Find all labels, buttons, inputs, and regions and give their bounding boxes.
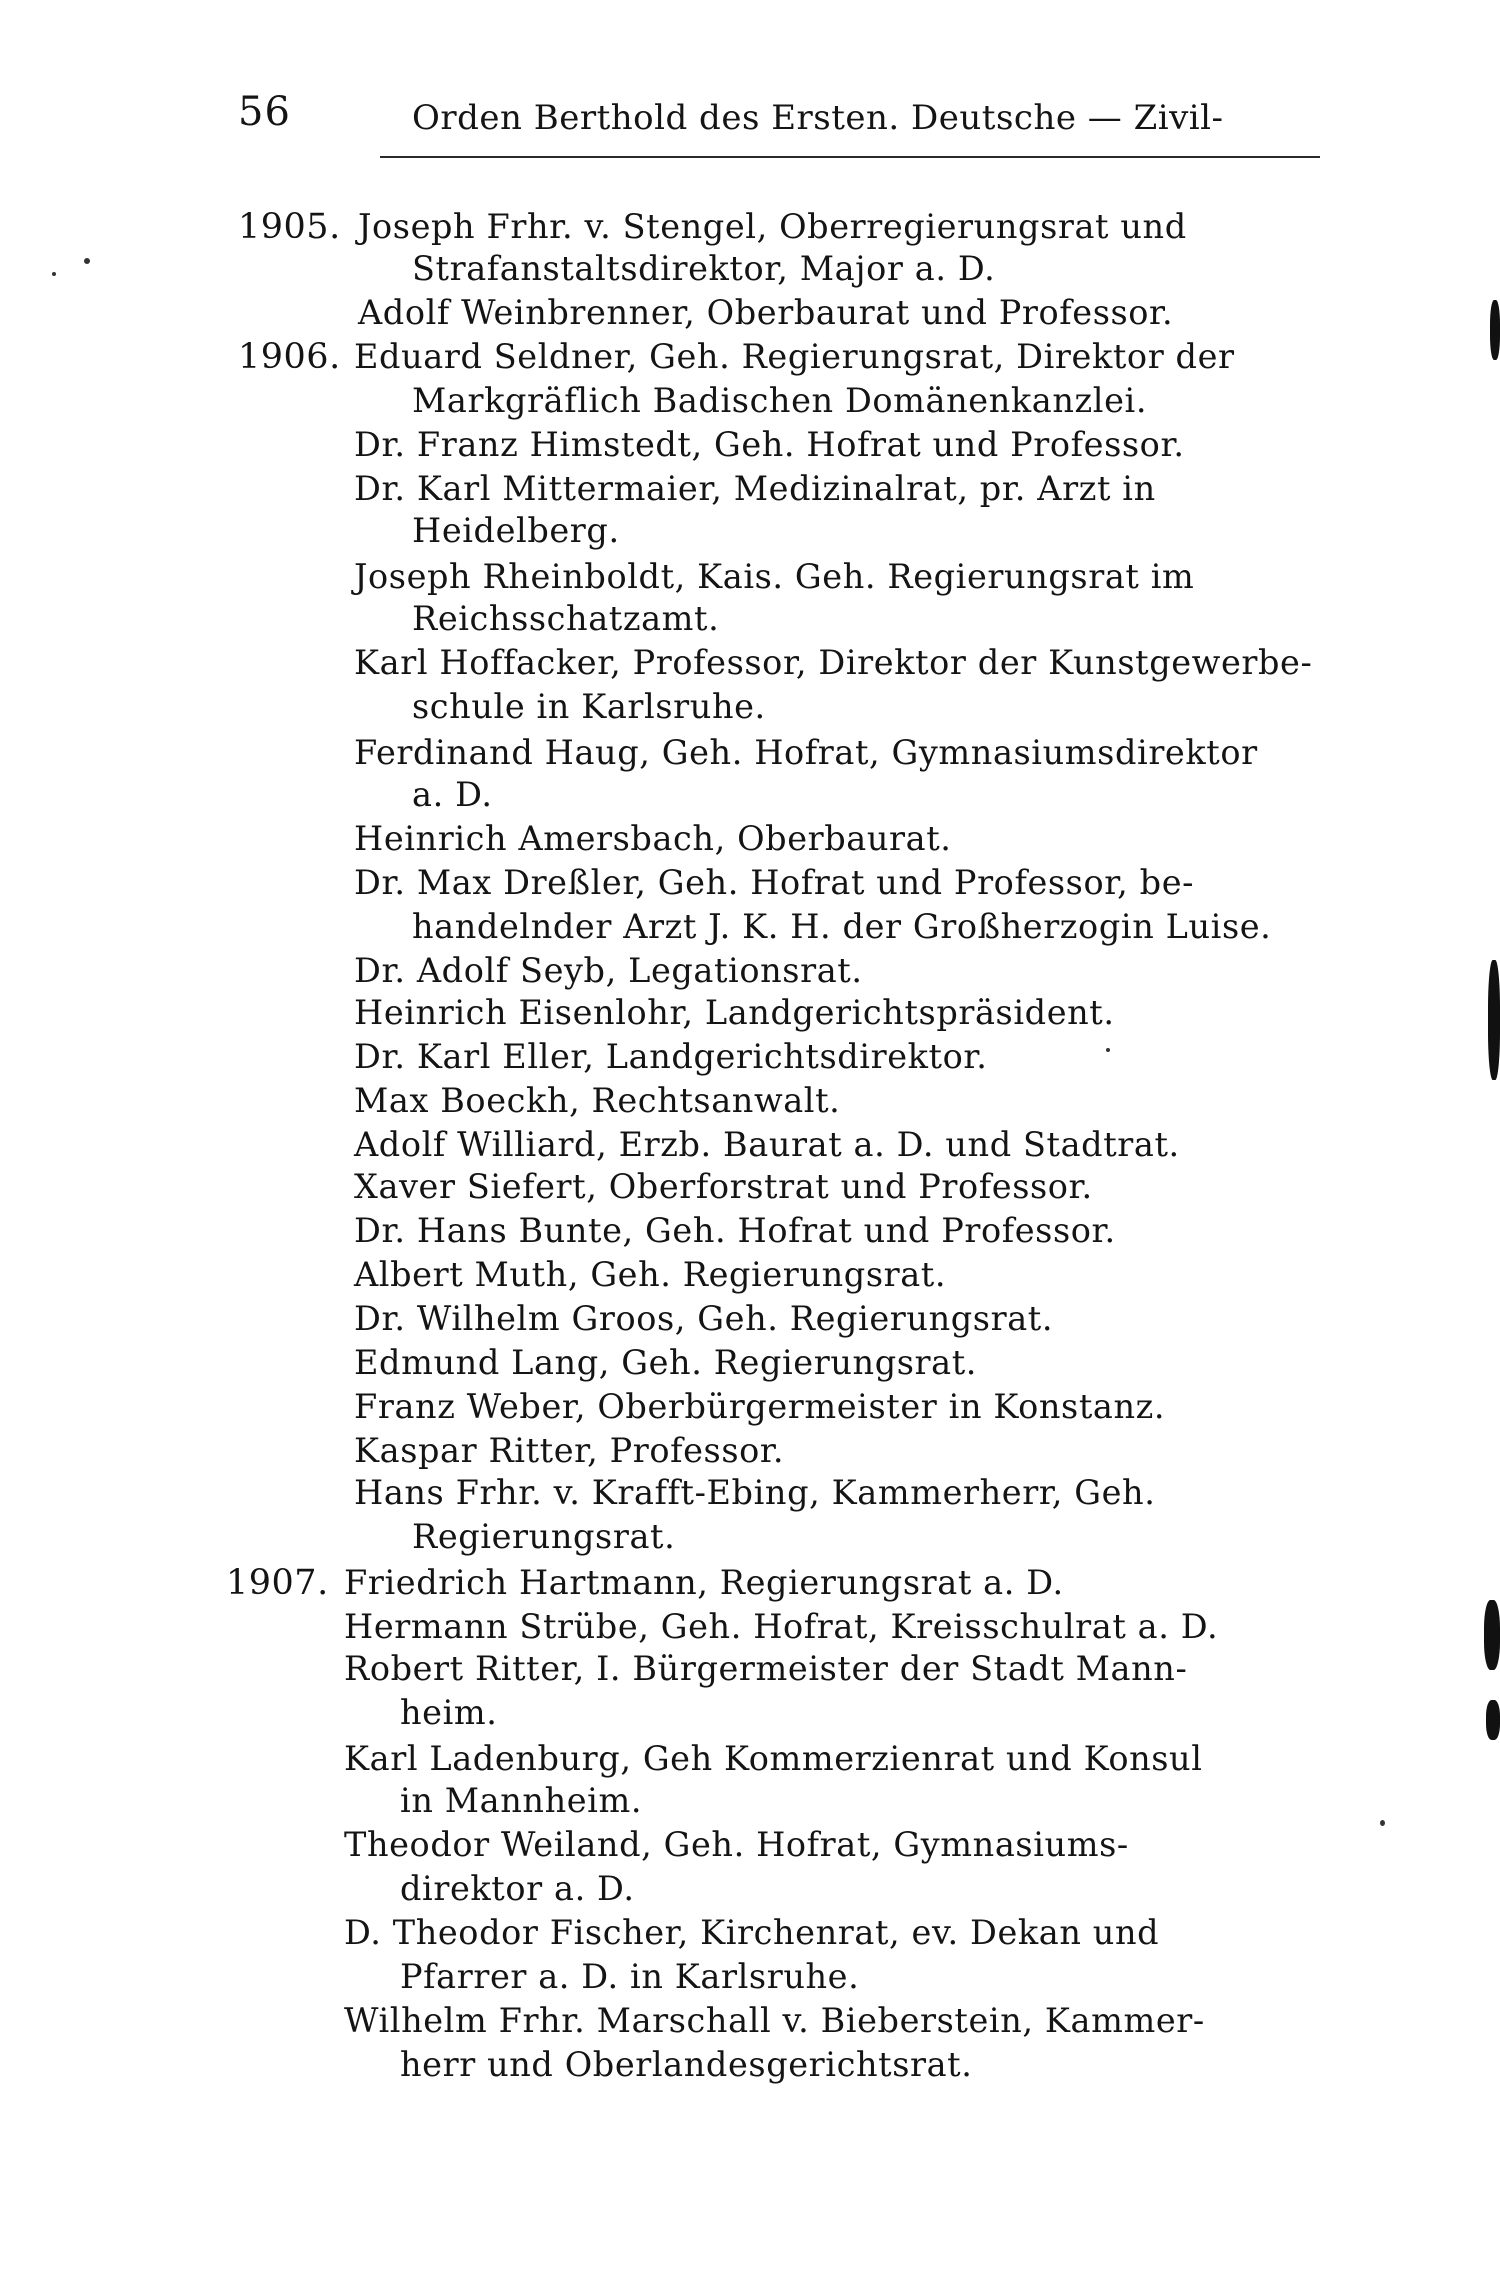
entry-line: Franz Weber, Oberbürgermeister in Konstanz. — [354, 1387, 1166, 1426]
running-head: Orden Berthold des Ersten. Deutsche — Zivil- — [412, 98, 1224, 138]
entry-line: Dr. Max Dreßler, Geh. Hofrat und Professor, be- — [354, 863, 1195, 902]
margin-speck — [1380, 1820, 1385, 1826]
entry-line: Joseph Frhr. v. Stengel, Oberregierungsrat und — [358, 207, 1187, 246]
entry-line: Markgräflich Badischen Domänenkanzlei. — [412, 381, 1148, 420]
entry-line: schule in Karlsruhe. — [412, 687, 766, 726]
year-label: 1905. — [238, 207, 341, 247]
year-label: 1907. — [226, 1563, 329, 1603]
entry-line: Dr. Franz Himstedt, Geh. Hofrat und Professor. — [354, 425, 1185, 464]
entry-line: Dr. Karl Mittermaier, Medizinalrat, pr. Arzt in — [354, 469, 1156, 508]
edge-mark — [1488, 960, 1500, 1080]
entry-line: Wilhelm Frhr. Marschall v. Bieberstein, Kammer- — [344, 2001, 1205, 2040]
entry-line: Heinrich Amersbach, Oberbaurat. — [354, 819, 952, 858]
entry-line: heim. — [400, 1693, 498, 1732]
entry-line: in Mannheim. — [400, 1781, 643, 1820]
entry-line: Theodor Weiland, Geh. Hofrat, Gymnasiums- — [344, 1825, 1129, 1864]
entry-line: Adolf Williard, Erzb. Baurat a. D. und Stadtrat. — [354, 1125, 1180, 1164]
edge-mark — [1484, 1600, 1500, 1670]
entry-line: Strafanstaltsdirektor, Major a. D. — [412, 249, 996, 288]
entry-line: Heidelberg. — [412, 511, 620, 550]
entry-line: Friedrich Hartmann, Regierungsrat a. D. — [344, 1563, 1064, 1602]
margin-speck — [52, 272, 56, 276]
entry-line: Reichsschatzamt. — [412, 599, 720, 638]
entry-line: Ferdinand Haug, Geh. Hofrat, Gymnasiumsdirektor — [354, 733, 1258, 772]
entry-line: Hermann Strübe, Geh. Hofrat, Kreisschulrat a. D. — [344, 1607, 1219, 1646]
edge-mark — [1490, 300, 1500, 360]
entry-line: herr und Oberlandesgerichtsrat. — [400, 2045, 973, 2084]
entry-line: Xaver Siefert, Oberforstrat und Professor. — [354, 1167, 1093, 1206]
entry-line: Eduard Seldner, Geh. Regierungsrat, Direktor der — [354, 337, 1235, 376]
entry-line: Dr. Karl Eller, Landgerichtsdirektor. — [354, 1037, 988, 1076]
margin-speck — [1106, 1048, 1110, 1052]
entry-line: Adolf Weinbrenner, Oberbaurat und Professor. — [358, 293, 1174, 332]
page-number: 56 — [238, 89, 291, 135]
entry-line: Edmund Lang, Geh. Regierungsrat. — [354, 1343, 978, 1382]
header-rule — [380, 156, 1320, 158]
entry-line: Kaspar Ritter, Professor. — [354, 1431, 785, 1470]
entry-line: Karl Ladenburg, Geh Kommerzienrat und Konsul — [344, 1739, 1203, 1778]
edge-mark — [1486, 1700, 1500, 1740]
entry-line: direktor a. D. — [400, 1869, 635, 1908]
margin-speck — [84, 258, 90, 264]
entry-line: Albert Muth, Geh. Regierungsrat. — [354, 1255, 947, 1294]
entry-line: Karl Hoffacker, Professor, Direktor der Kunstgewerbe- — [354, 643, 1313, 682]
entry-line: a. D. — [412, 775, 493, 814]
entry-line: D. Theodor Fischer, Kirchenrat, ev. Dekan und — [344, 1913, 1160, 1952]
entry-line: Hans Frhr. v. Krafft-Ebing, Kammerherr, Geh. — [354, 1473, 1156, 1512]
entry-line: Dr. Wilhelm Groos, Geh. Regierungsrat. — [354, 1299, 1054, 1338]
entry-line: Max Boeckh, Rechtsanwalt. — [354, 1081, 841, 1120]
entry-line: Heinrich Eisenlohr, Landgerichtspräsident. — [354, 993, 1115, 1032]
entry-line: Dr. Adolf Seyb, Legationsrat. — [354, 951, 863, 990]
entry-line: Joseph Rheinboldt, Kais. Geh. Regierungsrat im — [354, 557, 1195, 596]
entry-line: handelnder Arzt J. K. H. der Großherzogin Luise. — [412, 907, 1272, 946]
entry-line: Robert Ritter, I. Bürgermeister der Stadt Mann- — [344, 1649, 1188, 1688]
entry-line: Regierungsrat. — [412, 1517, 676, 1556]
entry-line: Dr. Hans Bunte, Geh. Hofrat und Professor. — [354, 1211, 1116, 1250]
year-label: 1906. — [238, 337, 341, 377]
entry-line: Pfarrer a. D. in Karlsruhe. — [400, 1957, 860, 1996]
